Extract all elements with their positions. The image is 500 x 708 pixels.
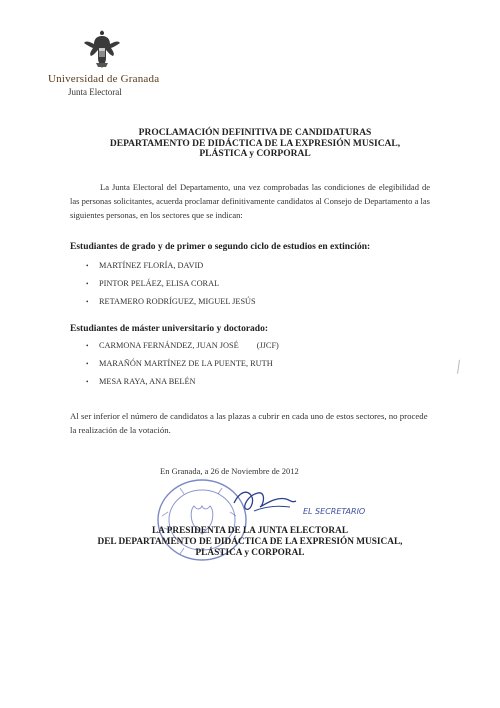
- section-heading-postgrad: Estudiantes de máster universitario y doctorado:: [70, 324, 268, 334]
- list-item: [86, 275, 256, 293]
- candidate-name: MARAÑÓN MARTÍNEZ DE LA PUENTE, RUTH: [99, 359, 273, 368]
- office-name: Junta Electoral: [68, 87, 122, 97]
- signatory-block: [60, 526, 440, 559]
- university-crest-icon: [82, 28, 122, 70]
- candidate-name: RETAMERO RODRÍGUEZ, MIGUEL JESÚS: [99, 297, 256, 306]
- title-line-2: DEPARTAMENTO DE DIDÁCTICA DE LA EXPRESIÓN MUSICAL,: [109, 138, 401, 149]
- bullet-icon: •: [86, 280, 89, 288]
- bullet-icon: •: [86, 262, 89, 270]
- title-line-3: PLÁSTICA y CORPORAL: [199, 149, 311, 159]
- list-item: [86, 373, 279, 391]
- title-line-1: PROCLAMACIÓN DEFINITIVA DE CANDIDATURAS: [138, 128, 372, 138]
- list-item: [86, 257, 256, 275]
- bullet-icon: •: [86, 378, 89, 386]
- bullet-icon: •: [86, 298, 89, 306]
- candidate-name: CARMONA FERNÁNDEZ, JUAN JOSÉ: [99, 341, 239, 350]
- closing-note: Al ser inferior el número de candidatos a las plazas a cubrir en cada uno de estos sectores, no procede la realización de la votación.: [70, 411, 428, 435]
- list-item: [86, 355, 279, 373]
- bullet-icon: •: [86, 342, 89, 350]
- university-name: Universidad de Granada: [48, 73, 160, 85]
- candidate-name: PINTOR PELÁEZ, ELISA CORAL: [99, 279, 220, 288]
- list-item: [86, 293, 256, 311]
- list-item: [86, 337, 279, 355]
- bullet-icon: •: [86, 360, 89, 368]
- candidate-code: (JJCF): [256, 341, 279, 350]
- candidate-list-undergrad: [86, 257, 256, 311]
- signatory-line-2: DEL DEPARTAMENTO DE DIDÁCTICA DE LA EXPRESIÓN MUSICAL,: [97, 537, 403, 547]
- signatory-line-3: PLÁSTICA y CORPORAL: [195, 548, 305, 558]
- handwritten-signature-icon: [230, 485, 300, 517]
- margin-mark: [457, 360, 464, 375]
- candidate-name: MARTÍNEZ FLORÍA, DAVID: [99, 261, 204, 270]
- signatory-line-1: LA PRESIDENTA DE LA JUNTA ELECTORAL: [151, 526, 349, 536]
- section-heading-undergrad: Estudiantes de grado y de primer o segundo ciclo de estudios en extinción:: [70, 242, 371, 252]
- document-title: [60, 128, 450, 160]
- secretary-note: EL SECRETARIO: [303, 507, 366, 516]
- candidate-name: MESA RAYA, ANA BELÉN: [99, 377, 196, 386]
- candidate-list-postgrad: [86, 337, 279, 391]
- intro-paragraph: La Junta Electoral del Departamento, una vez comprobadas las condiciones de elegibilidad de las personas solicitantes, acuerda proclamar definitivamente candidatos al Consejo de Departamento a las siguientes personas, en los sectores que se indican:: [70, 182, 430, 220]
- place-date: En Granada, a 26 de Noviembre de 2012: [160, 466, 299, 476]
